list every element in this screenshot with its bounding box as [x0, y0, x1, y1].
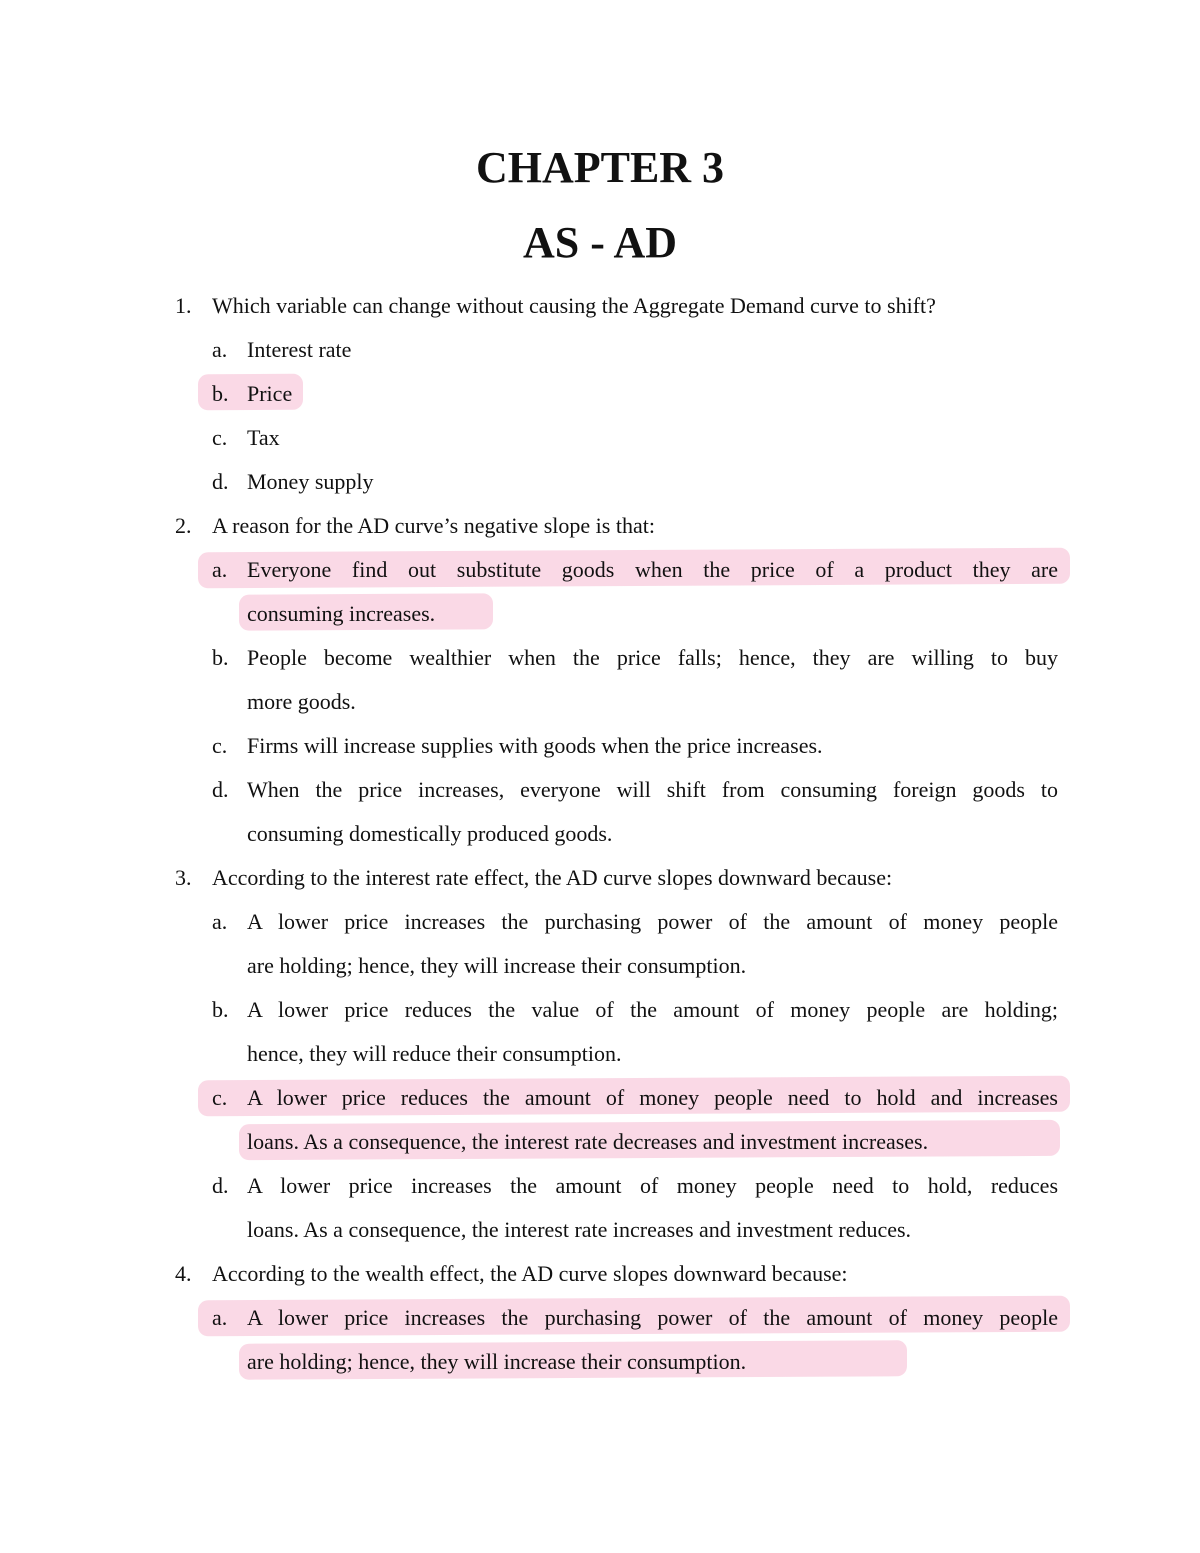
- option-text: Price: [247, 381, 293, 406]
- option-text: Everyone find out substitute goods when the price of a product they are: [247, 557, 1058, 582]
- option-letter: c.: [212, 733, 228, 758]
- question-text: Which variable can change without causing the Aggregate Demand curve to shift?: [212, 293, 936, 318]
- option-letter: a.: [212, 557, 228, 582]
- option-text: hence, they will reduce their consumption.: [247, 1041, 622, 1066]
- option-letter: a.: [212, 1305, 228, 1330]
- question-text: A reason for the AD curve’s negative slope is that:: [212, 513, 655, 538]
- option-text: are holding; hence, they will increase their consumption.: [247, 1349, 747, 1374]
- option-text: loans. As a consequence, the interest rate increases and investment reduces.: [247, 1217, 912, 1242]
- option-letter: b.: [212, 997, 229, 1022]
- option-letter: c.: [212, 425, 228, 450]
- option-text: loans. As a consequence, the interest rate decreases and investment increases.: [247, 1129, 929, 1154]
- option-text: Interest rate: [247, 337, 352, 362]
- option-letter: d.: [212, 1173, 229, 1198]
- option-text: A lower price reduces the amount of money people need to hold and increases: [247, 1085, 1058, 1110]
- chapter-title: CHAPTER 3: [475, 143, 725, 192]
- option-letter: b.: [212, 645, 229, 670]
- option-text: Firms will increase supplies with goods when the price increases.: [247, 733, 823, 758]
- question-number: 4.: [175, 1261, 192, 1286]
- option-text: People become wealthier when the price falls; hence, they are willing to buy: [247, 645, 1058, 670]
- option-text: A lower price increases the purchasing power of the amount of money people: [247, 909, 1058, 934]
- option-text: consuming domestically produced goods.: [247, 821, 613, 846]
- option-text: Money supply: [247, 469, 374, 494]
- question-number: 1.: [175, 293, 192, 318]
- option-letter: d.: [212, 777, 229, 802]
- option-letter: a.: [212, 337, 228, 362]
- option-text: A lower price increases the amount of money people need to hold, reduces: [247, 1173, 1058, 1198]
- option-letter: c.: [212, 1085, 228, 1110]
- option-letter: d.: [212, 469, 229, 494]
- option-text: When the price increases, everyone will shift from consuming foreign goods to: [247, 777, 1058, 802]
- option-text: A lower price increases the purchasing power of the amount of money people: [247, 1305, 1058, 1330]
- question-number: 3.: [175, 865, 192, 890]
- option-text: Tax: [247, 425, 280, 450]
- question-text: According to the interest rate effect, the AD curve slopes downward because:: [212, 865, 893, 890]
- option-letter: a.: [212, 909, 228, 934]
- option-letter: b.: [212, 381, 229, 406]
- option-text: more goods.: [247, 689, 356, 714]
- chapter-subtitle: AS - AD: [522, 218, 678, 267]
- option-text: are holding; hence, they will increase their consumption.: [247, 953, 747, 978]
- question-text: According to the wealth effect, the AD curve slopes downward because:: [212, 1261, 848, 1286]
- question-number: 2.: [175, 513, 192, 538]
- option-text: A lower price reduces the value of the amount of money people are holding;: [247, 997, 1058, 1022]
- option-text: consuming increases.: [247, 601, 436, 626]
